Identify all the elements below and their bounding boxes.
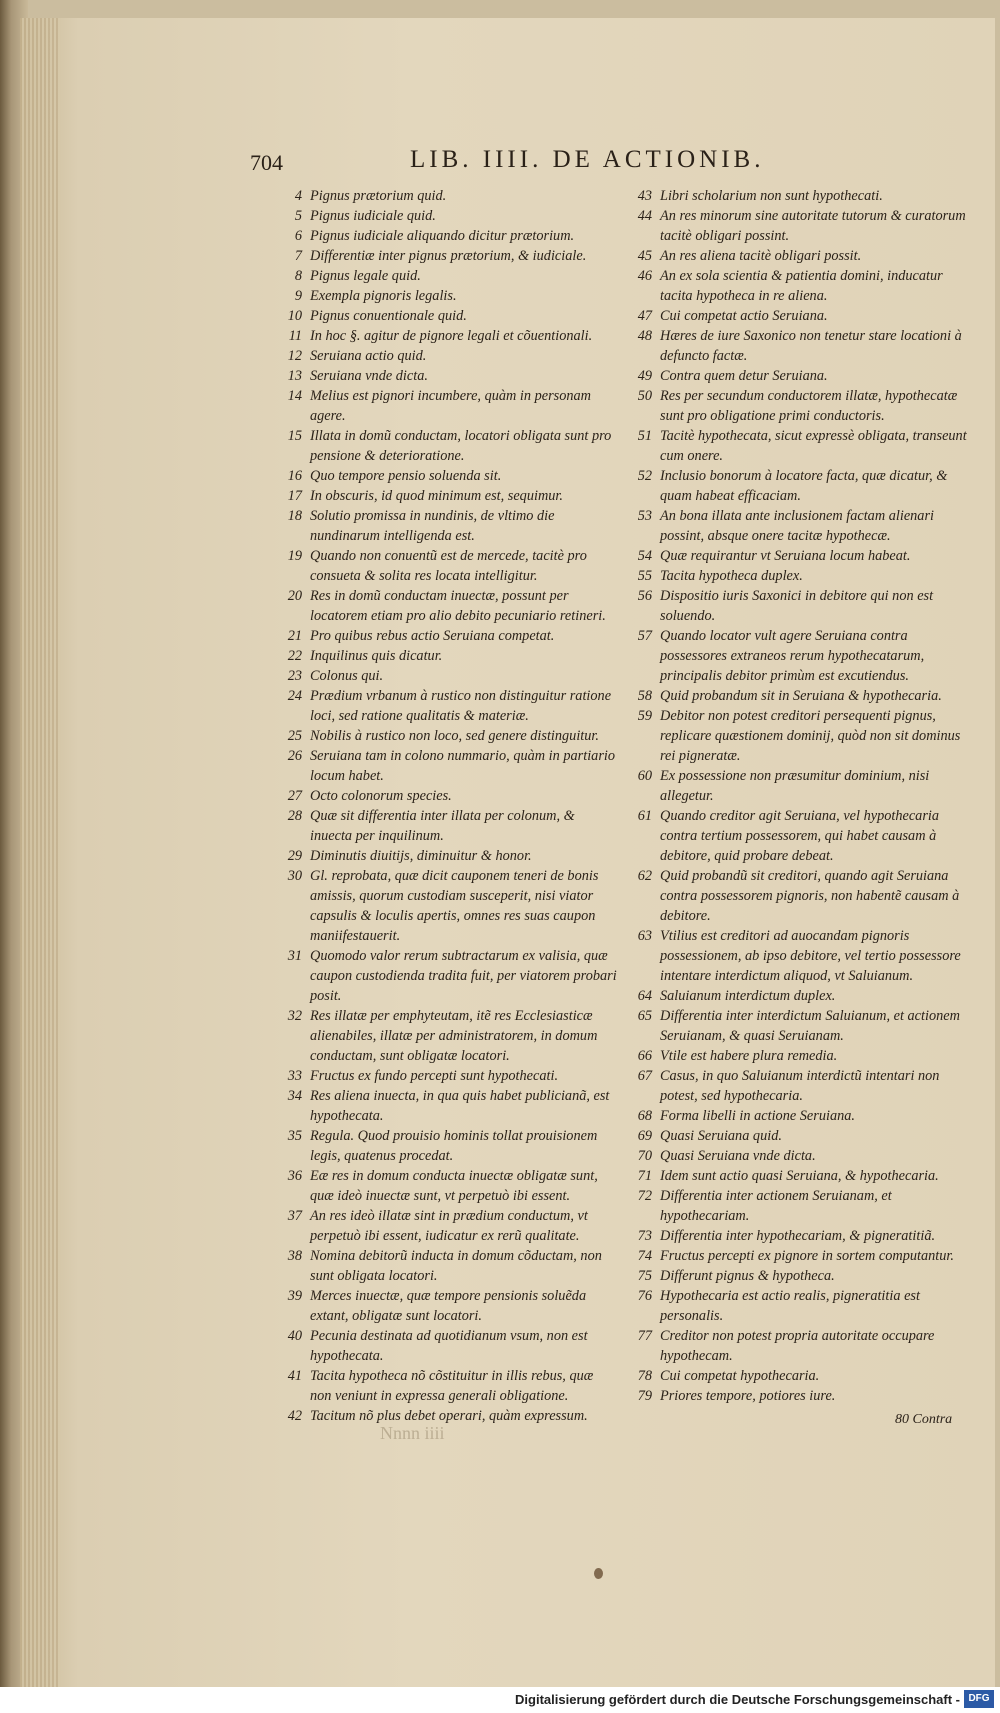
index-entry: [622, 866, 974, 926]
page-number: 704: [250, 150, 283, 175]
entry-text: Forma libelli in actione Seruiana.: [660, 1108, 855, 1124]
entry-text: Tacita hypotheca nõ cõstituitur in illis rebus, quæ non veniunt in expressa generali obligatione.: [310, 1368, 594, 1404]
index-entry: [272, 1086, 617, 1126]
entry-number: 72: [637, 1188, 652, 1204]
entry-number: 25: [287, 728, 302, 744]
index-entry: [272, 546, 617, 586]
index-entry: [622, 306, 974, 326]
dfg-logo[interactable]: DFG: [964, 1690, 994, 1708]
entry-number: 46: [637, 268, 652, 284]
index-entry: [622, 1226, 974, 1246]
entry-number: 77: [637, 1328, 652, 1344]
index-entry: [622, 1266, 974, 1286]
index-entry: [622, 686, 974, 706]
entry-number: 67: [637, 1068, 652, 1084]
entry-number: 38: [287, 1248, 302, 1264]
index-entry: [272, 206, 617, 226]
index-entry: [622, 1386, 974, 1406]
entry-text: Vtile est habere plura remedia.: [660, 1048, 838, 1064]
entry-text: Hypothecaria est actio realis, pigneratitia est personalis.: [660, 1288, 920, 1324]
index-entry: [272, 486, 617, 506]
entry-text: Priores tempore, potiores iure.: [660, 1388, 836, 1404]
entry-text: Tacitè hypothecata, sicut expressè obligata, transeunt cum onere.: [660, 428, 967, 464]
entry-text: Differentiæ inter pignus prætorium, & iudiciale.: [310, 248, 587, 264]
entry-text: Cui competat actio Seruiana.: [660, 308, 828, 324]
entry-number: 12: [287, 348, 302, 364]
index-entry: [622, 1126, 974, 1146]
index-entry: [272, 1246, 617, 1286]
index-entry: [622, 506, 974, 546]
entry-text: Nobilis à rustico non loco, sed genere distinguitur.: [310, 728, 599, 744]
entry-number: 76: [637, 1288, 652, 1304]
entry-number: 31: [287, 948, 302, 964]
page-edge: [20, 18, 60, 1713]
entry-text: Cui competat hypothecaria.: [660, 1368, 820, 1384]
index-entry: [622, 806, 974, 866]
index-entry: [272, 1006, 617, 1066]
index-entry: [622, 206, 974, 246]
index-entry: [272, 946, 617, 1006]
entry-text: An res ideò illatæ sint in prædium conductum, vt perpetuò ibi essent, iudicatur ex rerũ qualitate.: [310, 1208, 588, 1244]
index-entry: [622, 706, 974, 766]
entry-text: Diminutis diuitijs, diminuitur & honor.: [310, 848, 532, 864]
index-entry: [272, 866, 617, 946]
entry-number: 16: [287, 468, 302, 484]
entry-text: Fructus ex fundo percepti sunt hypothecati.: [310, 1068, 559, 1084]
entry-number: 60: [637, 768, 652, 784]
entry-text: Differunt pignus & hypotheca.: [660, 1268, 835, 1284]
entry-text: An bona illata ante inclusionem factam alienari possint, absque onere tacitæ hypothecæ.: [660, 508, 934, 544]
entry-text: Casus, in quo Saluianum interdictũ intentari non potest, sed hypothecaria.: [660, 1068, 940, 1104]
entry-number: 75: [637, 1268, 652, 1284]
entry-number: 74: [637, 1248, 652, 1264]
index-entry: [272, 786, 617, 806]
entry-text: Quid probandũ sit creditori, quando agit Seruiana contra possessorem pignoris, non habentẽ causam à debitore.: [660, 868, 960, 924]
entry-number: 48: [637, 328, 652, 344]
entry-text: Inclusio bonorum à locatore facta, quæ dicatur, & quam habeat efficaciam.: [660, 468, 948, 504]
index-entry: [622, 1286, 974, 1326]
entry-text: An res aliena tacitè obligari possit.: [660, 248, 862, 264]
entry-number: 65: [637, 1008, 652, 1024]
index-entry: [622, 626, 974, 686]
entry-text: Creditor non potest propria autoritate occupare hypothecam.: [660, 1328, 935, 1364]
entry-text: Pignus iudiciale quid.: [310, 208, 436, 224]
entry-text: Res in domũ conductam inuectæ, possunt per locatorem etiam pro alio debito pecuniario retineri.: [310, 588, 606, 624]
footer-credit: Digitalisierung gefördert durch die Deutsche Forschungsgemeinschaft -: [515, 1692, 960, 1707]
entry-number: 54: [637, 548, 652, 564]
index-entry: [272, 306, 617, 326]
index-entry: [622, 1006, 974, 1046]
entry-text: Pignus legale quid.: [310, 268, 421, 284]
entry-number: 78: [637, 1368, 652, 1384]
index-entry: [622, 766, 974, 806]
entry-number: 55: [637, 568, 652, 584]
index-entry: [622, 546, 974, 566]
index-entry: [622, 366, 974, 386]
entry-text: Tacita hypotheca duplex.: [660, 568, 803, 584]
index-entry: [272, 746, 617, 786]
index-entry: [272, 1066, 617, 1086]
entry-number: 26: [287, 748, 302, 764]
entry-number: 15: [287, 428, 302, 444]
entry-text: Exempla pignoris legalis.: [310, 288, 457, 304]
entry-number: 19: [287, 548, 302, 564]
entry-text: Res per secundum conductorem illatæ, hypothecatæ sunt pro obligatione primi conductoris.: [660, 388, 958, 424]
entry-text: Quando locator vult agere Seruiana contra possessores extraneos rerum hypothecatarum, principalis debitor primùm est excutiendus.: [660, 628, 925, 684]
entry-number: 24: [287, 688, 302, 704]
entry-number: 71: [637, 1168, 652, 1184]
index-entry: [272, 466, 617, 486]
index-entry: [272, 1126, 617, 1166]
entry-text: Pignus iudiciale aliquando dicitur prætorium.: [310, 228, 575, 244]
entry-number: 5: [294, 208, 302, 224]
index-entry: [272, 226, 617, 246]
entry-text: Inquilinus quis dicatur.: [310, 648, 443, 664]
index-entry: [622, 986, 974, 1006]
index-entry: [622, 1046, 974, 1066]
ink-stain: [594, 1568, 603, 1579]
entry-number: 44: [637, 208, 652, 224]
index-entry: [272, 726, 617, 746]
entry-text: Prædium vrbanum à rustico non distinguitur ratione loci, sed ratione qualitatis & materiæ.: [310, 688, 612, 724]
entry-text: Solutio promissa in nundinis, de vltimo die nundinarum intelligenda est.: [310, 508, 555, 544]
entry-number: 43: [637, 188, 652, 204]
index-column-right: [622, 186, 974, 1406]
index-entry: [622, 1146, 974, 1166]
entry-number: 35: [287, 1128, 302, 1144]
index-entry: [622, 1366, 974, 1386]
entry-text: Vtilius est creditori ad auocandam pignoris possessionem, ab ipso debitore, vel tertio possessore intentare interdictum aliquod, vt Saluianum.: [660, 928, 961, 984]
entry-number: 66: [637, 1048, 652, 1064]
index-entry: [272, 586, 617, 626]
index-entry: [622, 926, 974, 986]
entry-text: Pecunia destinata ad quotidianum vsum, non est hypothecata.: [310, 1328, 588, 1364]
entry-text: Melius est pignori incumbere, quàm in personam agere.: [310, 388, 592, 424]
entry-number: 40: [287, 1328, 302, 1344]
entry-number: 62: [637, 868, 652, 884]
entry-text: Differentia inter hypothecariam, & pigneratitiã.: [660, 1228, 936, 1244]
index-entry: [272, 1166, 617, 1206]
entry-text: Res aliena inuecta, in qua quis habet publicianã, est hypothecata.: [310, 1088, 610, 1124]
entry-number: 21: [287, 628, 302, 644]
entry-text: Res illatæ per emphyteutam, itẽ res Ecclesiasticæ alienabiles, illatæ per administratorem, in domum conductam, sunt obligatæ locatori.: [310, 1008, 598, 1064]
entry-number: 61: [637, 808, 652, 824]
entry-number: 20: [287, 588, 302, 604]
entry-number: 73: [637, 1228, 652, 1244]
entry-text: Debitor non potest creditori persequenti pignus, replicare quæstionem dominij, quòd non sit dominus rei pigneratæ.: [660, 708, 961, 764]
index-entry: [272, 846, 617, 866]
entry-number: 14: [287, 388, 302, 404]
entry-text: Fructus percepti ex pignore in sortem computantur.: [660, 1248, 954, 1264]
entry-text: Quid probandum sit in Seruiana & hypothecaria.: [660, 688, 942, 704]
entry-text: Seruiana actio quid.: [310, 348, 427, 364]
entry-text: Dispositio iuris Saxonici in debitore qui non est soluendo.: [660, 588, 934, 624]
index-entry: [272, 626, 617, 646]
entry-number: 37: [287, 1208, 302, 1224]
index-entry: [272, 326, 617, 346]
index-entry: [622, 186, 974, 206]
index-entry: [272, 1286, 617, 1326]
entry-text: Octo colonorum species.: [310, 788, 452, 804]
entry-text: Quando non conuentũ est de mercede, tacitè pro consueta & solita res locata intelligitur.: [310, 548, 587, 584]
catchword: 80 Contra: [895, 1412, 953, 1427]
index-entry: [272, 1326, 617, 1366]
entry-number: 79: [637, 1388, 652, 1404]
entry-text: Differentia inter actionem Seruianam, et hypothecariam.: [660, 1188, 892, 1224]
entry-number: 11: [288, 328, 302, 344]
entry-number: 50: [637, 388, 652, 404]
entry-number: 49: [637, 368, 652, 384]
entry-number: 4: [294, 188, 302, 204]
entry-number: 6: [294, 228, 302, 244]
index-entry: [272, 806, 617, 846]
entry-text: Contra quem detur Seruiana.: [660, 368, 828, 384]
entry-number: 57: [637, 628, 652, 644]
entry-text: Colonus qui.: [310, 668, 384, 684]
index-entry: [272, 1206, 617, 1246]
index-entry: [622, 386, 974, 426]
index-entry: [272, 366, 617, 386]
index-entry: [272, 1366, 617, 1406]
entry-number: 63: [637, 928, 652, 944]
index-entry: [622, 586, 974, 626]
entry-number: 8: [294, 268, 302, 284]
entry-number: 34: [287, 1088, 302, 1104]
index-entry: [272, 426, 617, 466]
index-entry: [272, 266, 617, 286]
index-entry: [272, 506, 617, 546]
entry-text: Quo tempore pensio soluenda sit.: [310, 468, 502, 484]
entry-text: Tacitum nõ plus debet operari, quàm expressum.: [310, 1408, 588, 1424]
entry-number: 33: [287, 1068, 302, 1084]
entry-text: Idem sunt actio quasi Seruiana, & hypothecaria.: [660, 1168, 939, 1184]
entry-text: Merces inuectæ, quæ tempore pensionis soluẽda extant, obligatæ sunt locatori.: [310, 1288, 587, 1324]
entry-number: 10: [287, 308, 302, 324]
entry-number: 52: [637, 468, 652, 484]
index-entry: [622, 1246, 974, 1266]
entry-text: An res minorum sine autoritate tutorum & curatorum tacitè obligari possint.: [660, 208, 966, 244]
entry-text: Seruiana tam in colono nummario, quàm in partiario locum habet.: [310, 748, 616, 784]
entry-text: Saluianum interdictum duplex.: [660, 988, 836, 1004]
footer-bar: [0, 1687, 1000, 1713]
index-entry: [272, 186, 617, 206]
entry-text: Gl. reprobata, quæ dicit cauponem teneri de bonis amissis, quorum custodiam susceperit, nisi viator capsulis & loculis apertis, omnes res suas caupon maniifestauerit.: [310, 868, 599, 944]
entry-number: 13: [287, 368, 302, 384]
entry-text: Pignus conuentionale quid.: [310, 308, 467, 324]
entry-number: 59: [637, 708, 652, 724]
index-entry: [272, 646, 617, 666]
entry-text: Ex possessione non præsumitur dominium, nisi allegetur.: [660, 768, 930, 804]
index-entry: [272, 246, 617, 266]
entry-text: Quæ requirantur vt Seruiana locum habeat.: [660, 548, 911, 564]
entry-number: 53: [637, 508, 652, 524]
index-entry: [622, 246, 974, 266]
index-entry: [622, 426, 974, 466]
index-entry: [272, 666, 617, 686]
index-entry: [272, 386, 617, 426]
entry-text: Regula. Quod prouisio hominis tollat prouisionem legis, quatenus procedat.: [310, 1128, 598, 1164]
entry-number: 56: [637, 588, 652, 604]
entry-number: 30: [287, 868, 302, 884]
index-entry: [272, 686, 617, 726]
index-entry: [622, 1066, 974, 1106]
entry-number: 68: [637, 1108, 652, 1124]
index-entry: [622, 1326, 974, 1366]
entry-number: 41: [287, 1368, 302, 1384]
entry-text: Eæ res in domum conducta inuectæ obligatæ sunt, quæ ideò inuectæ sunt, vt perpetuò ibi essent.: [310, 1168, 598, 1204]
entry-number: 23: [287, 668, 302, 684]
entry-text: Hæres de iure Saxonico non tenetur stare locationi à defuncto factæ.: [660, 328, 962, 364]
entry-text: Seruiana vnde dicta.: [310, 368, 428, 384]
entry-number: 47: [637, 308, 652, 324]
entry-number: 36: [287, 1168, 302, 1184]
entry-text: Nomina debitorũ inducta in domum cõductam, non sunt obligata locatori.: [310, 1248, 602, 1284]
entry-text: Libri scholarium non sunt hypothecati.: [660, 188, 883, 204]
index-entry: [622, 266, 974, 306]
index-entry: [622, 1106, 974, 1126]
entry-text: Pro quibus rebus actio Seruiana competat.: [310, 628, 555, 644]
entry-number: 39: [287, 1288, 302, 1304]
entry-number: 18: [287, 508, 302, 524]
entry-number: 51: [637, 428, 652, 444]
index-entry: [622, 466, 974, 506]
index-entry: [272, 286, 617, 306]
entry-number: 29: [287, 848, 302, 864]
entry-text: Quasi Seruiana quid.: [660, 1128, 782, 1144]
entry-number: 42: [287, 1408, 302, 1424]
entry-text: In hoc §. agitur de pignore legali et cõuentionali.: [310, 328, 593, 344]
entry-number: 70: [637, 1148, 652, 1164]
signature-mark: Nnnn iiii: [380, 1423, 445, 1443]
entry-text: In obscuris, id quod minimum est, sequimur.: [310, 488, 563, 504]
entry-text: Quæ sit differentia inter illata per colonum, & inuecta per inquilinum.: [310, 808, 575, 844]
index-column-left: [272, 186, 617, 1426]
running-header: LIB. IIII. DE ACTIONIB.: [410, 146, 765, 173]
entry-number: 27: [287, 788, 302, 804]
entry-number: 58: [637, 688, 652, 704]
index-entry: [622, 326, 974, 366]
entry-number: 17: [287, 488, 302, 504]
entry-number: 69: [637, 1128, 652, 1144]
index-entry: [622, 1186, 974, 1226]
entry-number: 64: [637, 988, 652, 1004]
entry-number: 45: [637, 248, 652, 264]
entry-number: 9: [294, 288, 302, 304]
entry-number: 32: [287, 1008, 302, 1024]
entry-text: An ex sola scientia & patientia domini, inducatur tacita hypotheca in re aliena.: [660, 268, 943, 304]
entry-text: Differentia inter interdictum Saluianum, et actionem Seruianam, & quasi Seruianam.: [660, 1008, 960, 1044]
index-entry: [622, 566, 974, 586]
entry-text: Illata in domũ conductam, locatori obligata sunt pro pensione & deterioratione.: [310, 428, 612, 464]
entry-text: Quando creditor agit Seruiana, vel hypothecaria contra tertium possessorem, qui habet causam à debitore, quid probare debeat.: [660, 808, 940, 864]
entry-number: 22: [287, 648, 302, 664]
entry-number: 28: [287, 808, 302, 824]
index-entry: [272, 346, 617, 366]
index-entry: [622, 1166, 974, 1186]
entry-text: Pignus prætorium quid.: [310, 188, 447, 204]
entry-number: 7: [294, 248, 302, 264]
entry-text: Quomodo valor rerum subtractarum ex valisia, quæ caupon custodienda tradita fuit, per viatorem probari posit.: [310, 948, 617, 1004]
entry-text: Quasi Seruiana vnde dicta.: [660, 1148, 816, 1164]
